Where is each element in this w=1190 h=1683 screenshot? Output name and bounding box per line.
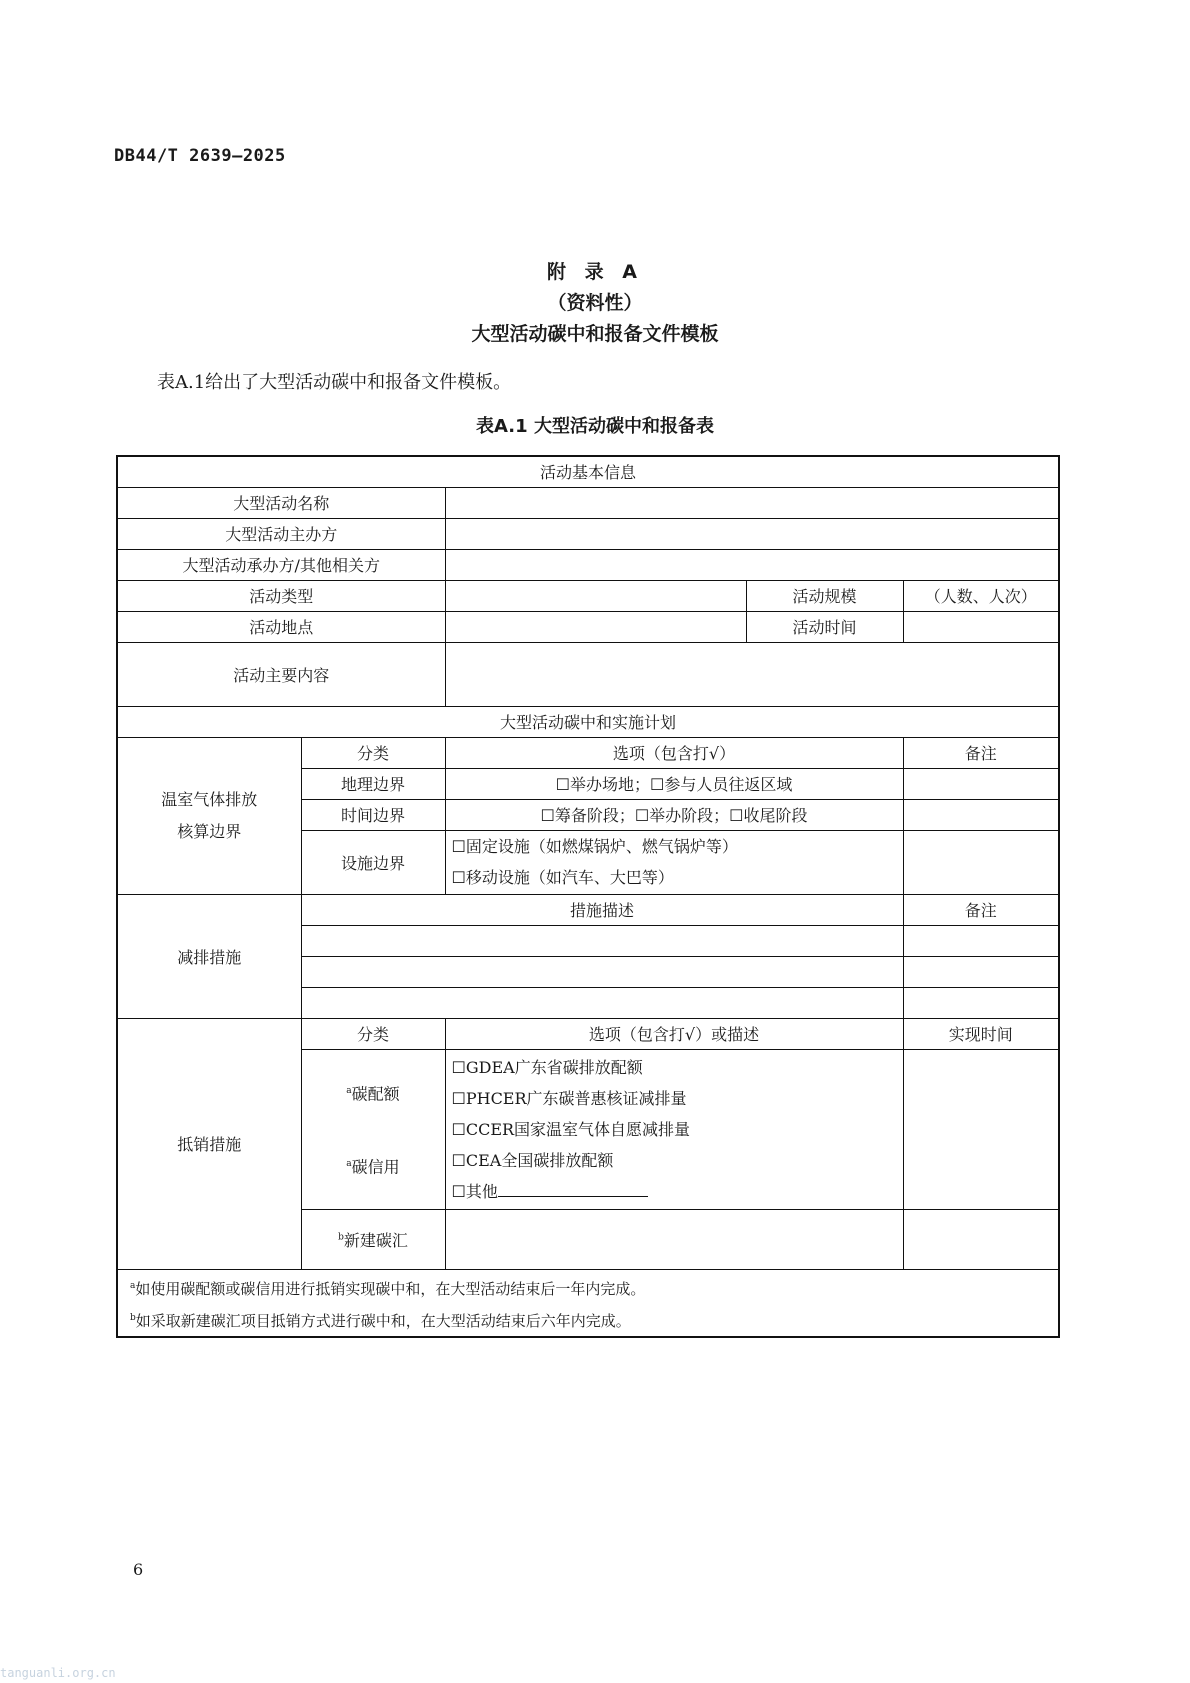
event-content-field[interactable] [445, 642, 1059, 706]
facility-option-mobile[interactable]: ☐移动设施（如汽车、大巴等） [451, 868, 674, 887]
offset-measures-label: 抵销措施 [117, 1018, 301, 1269]
offset-quota-time[interactable] [903, 1049, 1059, 1209]
ghg-boundary-label [117, 737, 301, 894]
event-type-label: 活动类型 [117, 580, 445, 611]
facility-option-fixed[interactable]: ☐固定设施（如燃煤锅炉、燃气锅炉等） [451, 837, 738, 856]
page-number: 6 [133, 1560, 144, 1579]
new-carbon-sink-desc[interactable] [445, 1209, 903, 1269]
geo-boundary-remark[interactable] [903, 768, 1059, 799]
table-caption: 表A.1 大型活动碳中和报备表 [476, 416, 714, 437]
offset-option-gdea[interactable]: ☐GDEA广东省碳排放配额 [451, 1057, 643, 1077]
reduction-col-remark: 备注 [903, 894, 1059, 925]
offset-options-list[interactable] [445, 1049, 903, 1209]
ghg-col-options: 选项（包含打√） [445, 737, 903, 768]
ghg-col-remark: 备注 [903, 737, 1059, 768]
event-location-label: 活动地点 [117, 611, 445, 642]
event-time-label: 活动时间 [746, 611, 903, 642]
carbon-quota-label: $^a$碳配额 [346, 1084, 400, 1103]
offset-option-cea[interactable]: ☐CEA全国碳排放配额 [451, 1150, 614, 1170]
section-basic-info: 活动基本信息 [117, 456, 1059, 487]
standard-code: DB44/T 2639—2025 [114, 146, 286, 166]
event-content-label: 活动主要内容 [117, 642, 445, 706]
organizer-field[interactable] [445, 518, 1059, 549]
event-location-field[interactable] [445, 611, 746, 642]
appendix-name: 大型活动碳中和报备文件模板 [471, 323, 719, 345]
time-boundary-options[interactable]: ☐筹备阶段；☐举办阶段；☐收尾阶段 [445, 799, 903, 830]
event-name-label: 大型活动名称 [117, 487, 445, 518]
geo-boundary-label: 地理边界 [301, 768, 445, 799]
ghg-label-line2: 核算边界 [177, 821, 242, 841]
new-carbon-sink-label: $^b$新建碳汇 [301, 1209, 445, 1269]
reduction-measures-label: 减排措施 [117, 894, 301, 1018]
event-type-field[interactable] [445, 580, 746, 611]
facility-boundary-options[interactable] [445, 830, 903, 894]
ghg-label-line1: 温室气体排放 [161, 789, 258, 809]
undertaker-label: 大型活动承办方/其他相关方 [117, 549, 445, 580]
section-implementation-plan: 大型活动碳中和实施计划 [117, 706, 1059, 737]
reduction-col-desc: 措施描述 [301, 894, 903, 925]
intro-text: 表A.1给出了大型活动碳中和报备文件模板。 [157, 372, 512, 393]
new-carbon-sink-time[interactable] [903, 1209, 1059, 1269]
watermark: tanguanli.org.cn [0, 1666, 116, 1680]
ghg-col-category: 分类 [301, 737, 445, 768]
geo-boundary-options[interactable]: ☐举办场地；☐参与人员往返区域 [445, 768, 903, 799]
reduction-desc-row[interactable] [301, 956, 903, 987]
time-boundary-remark[interactable] [903, 799, 1059, 830]
offset-option-other[interactable]: ☐其他 [452, 1176, 897, 1207]
reduction-remark-row[interactable] [903, 987, 1059, 1018]
offset-option-phcer[interactable]: ☐PHCER广东碳普惠核证减排量 [451, 1088, 687, 1108]
appendix-nature: （资料性） [547, 292, 643, 314]
event-scale-label: 活动规模 [746, 580, 903, 611]
offset-col-time: 实现时间 [903, 1018, 1059, 1049]
offset-col-category: 分类 [301, 1018, 445, 1049]
table-notes [117, 1269, 1059, 1337]
filing-form-table [116, 455, 1060, 1338]
reduction-desc-row[interactable] [301, 925, 903, 956]
event-scale-unit[interactable]: （人数、人次） [903, 580, 1059, 611]
note-b: $^b$如采取新建碳汇项目抵销方式进行碳中和，在大型活动结束后六年内完成。 [130, 1311, 631, 1330]
event-time-field[interactable] [903, 611, 1059, 642]
carbon-credit-label: $^a$碳信用 [346, 1157, 400, 1177]
facility-boundary-remark[interactable] [903, 830, 1059, 894]
reduction-remark-row[interactable] [903, 925, 1059, 956]
facility-boundary-label: 设施边界 [301, 830, 445, 894]
organizer-label: 大型活动主办方 [117, 518, 445, 549]
reduction-remark-row[interactable] [903, 956, 1059, 987]
other-blank-line[interactable] [498, 1182, 648, 1197]
offset-col-options: 选项（包含打√）或描述 [445, 1018, 903, 1049]
note-a: $^a$如使用碳配额或碳信用进行抵销实现碳中和，在大型活动结束后一年内完成。 [130, 1279, 646, 1298]
event-name-field[interactable] [445, 487, 1059, 518]
offset-option-ccer[interactable]: ☐CCER国家温室气体自愿减排量 [451, 1119, 691, 1139]
undertaker-field[interactable] [445, 549, 1059, 580]
offset-quota-credit-category [301, 1049, 445, 1209]
reduction-desc-row[interactable] [301, 987, 903, 1018]
time-boundary-label: 时间边界 [301, 799, 445, 830]
appendix-title: 附 录 A [547, 261, 643, 283]
